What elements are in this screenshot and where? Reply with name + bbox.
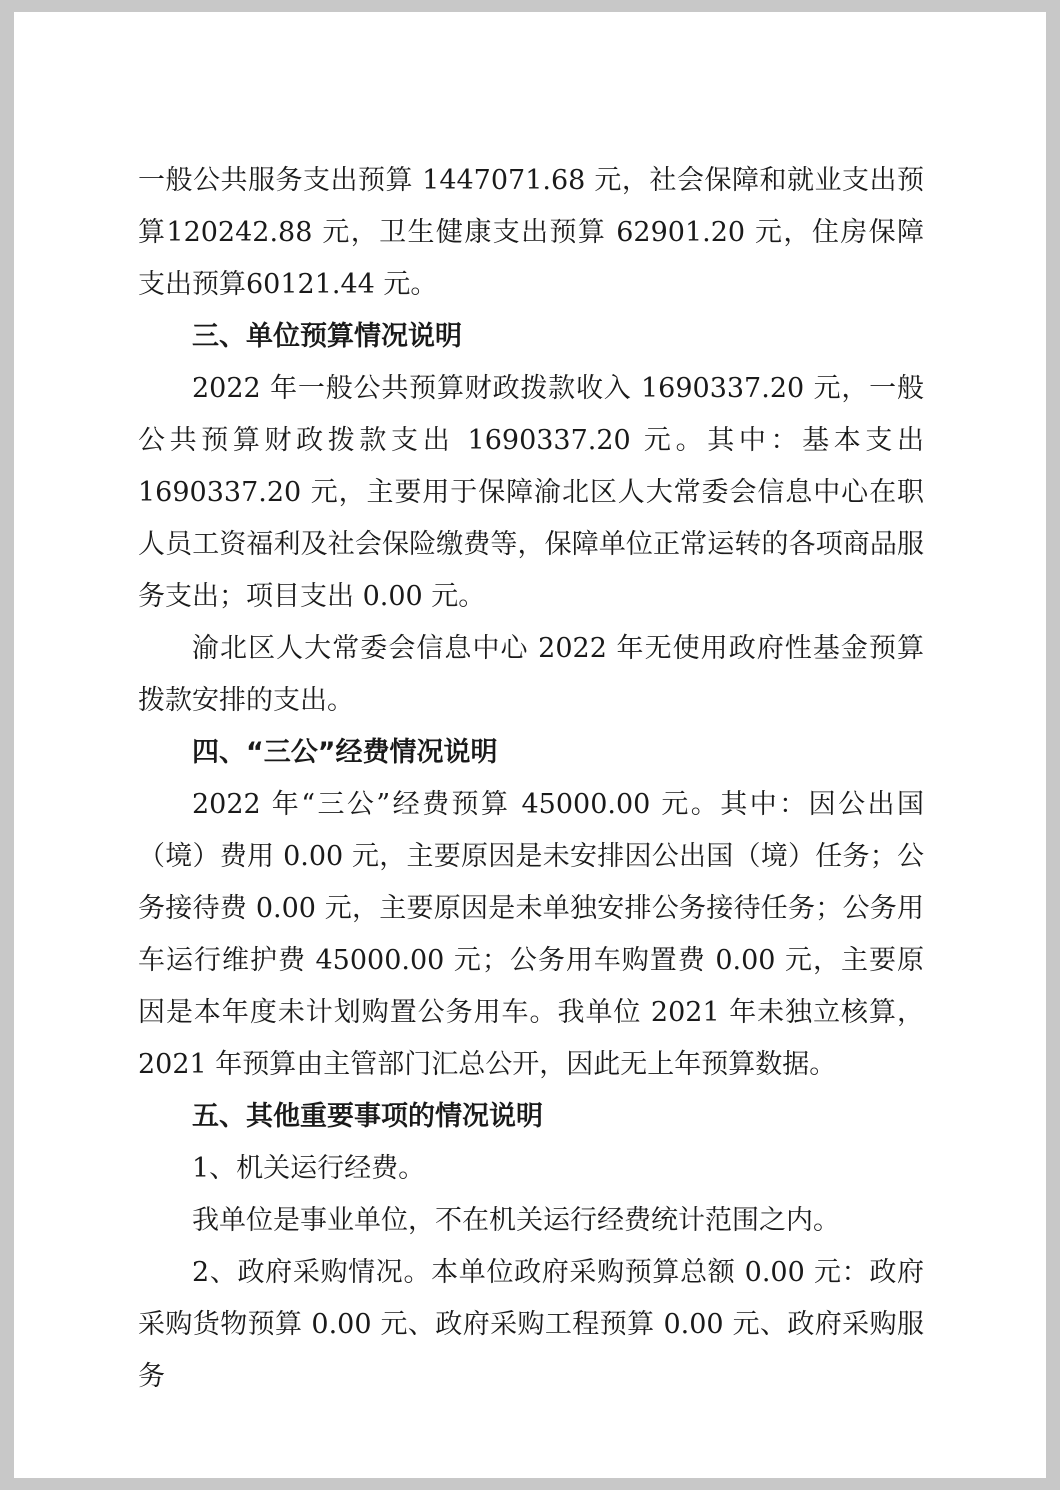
paragraph-operating-expenses: 我单位是事业单位，不在机关运行经费统计范围之内。: [192, 1205, 840, 1236]
section-heading-unit-budget: 三、单位预算情况说明: [192, 321, 462, 352]
paragraph-three-public: 2022 年“三公”经费预算 45000.00 元。其中：因公出国（境）费用 0.00 元，主要原因是未安排因公出国（境）任务；公务接待费 0.00 元，主要原因是未单独安排公务接待任务；公务用车运行维护费 45000.00 元；公务用车购置费 0.00 元，主要原因是本年度未计划购置公务用车。我单位 2021 年未独立核算，2021 年预算由主管部门汇总公开，因此无上年预算数据。: [138, 789, 924, 1080]
paragraph-operating-expenses-title: 1、机关运行经费。: [192, 1153, 426, 1184]
section-heading-three-public: 四、“三公”经费情况说明: [192, 737, 498, 768]
paragraph-expenditure-breakdown: 一般公共服务支出预算 1447071.68 元，社会保障和就业支出预算120242.88 元，卫生健康支出预算 62901.20 元，住房保障支出预算60121.44 元。: [138, 165, 924, 300]
section-heading-other-matters: 五、其他重要事项的情况说明: [192, 1101, 543, 1132]
document-page: [14, 12, 1046, 1478]
paragraph-procurement: 2、政府采购情况。本单位政府采购预算总额 0.00 元：政府采购货物预算 0.00 元、政府采购工程预算 0.00 元、政府采购服务: [138, 1257, 924, 1392]
paragraph-unit-budget: 2022 年一般公共预算财政拨款收入 1690337.20 元，一般公共预算财政拨款支出 1690337.20 元。其中：基本支出 1690337.20 元，主要用于保障渝北区人大常委会信息中心在职人员工资福利及社会保险缴费等，保障单位正常运转的各项商品服务支出；项目支出 0.00 元。: [138, 373, 924, 612]
paragraph-government-fund: 渝北区人大常委会信息中心 2022 年无使用政府性基金预算拨款安排的支出。: [138, 633, 924, 716]
document-body: [138, 155, 924, 1403]
